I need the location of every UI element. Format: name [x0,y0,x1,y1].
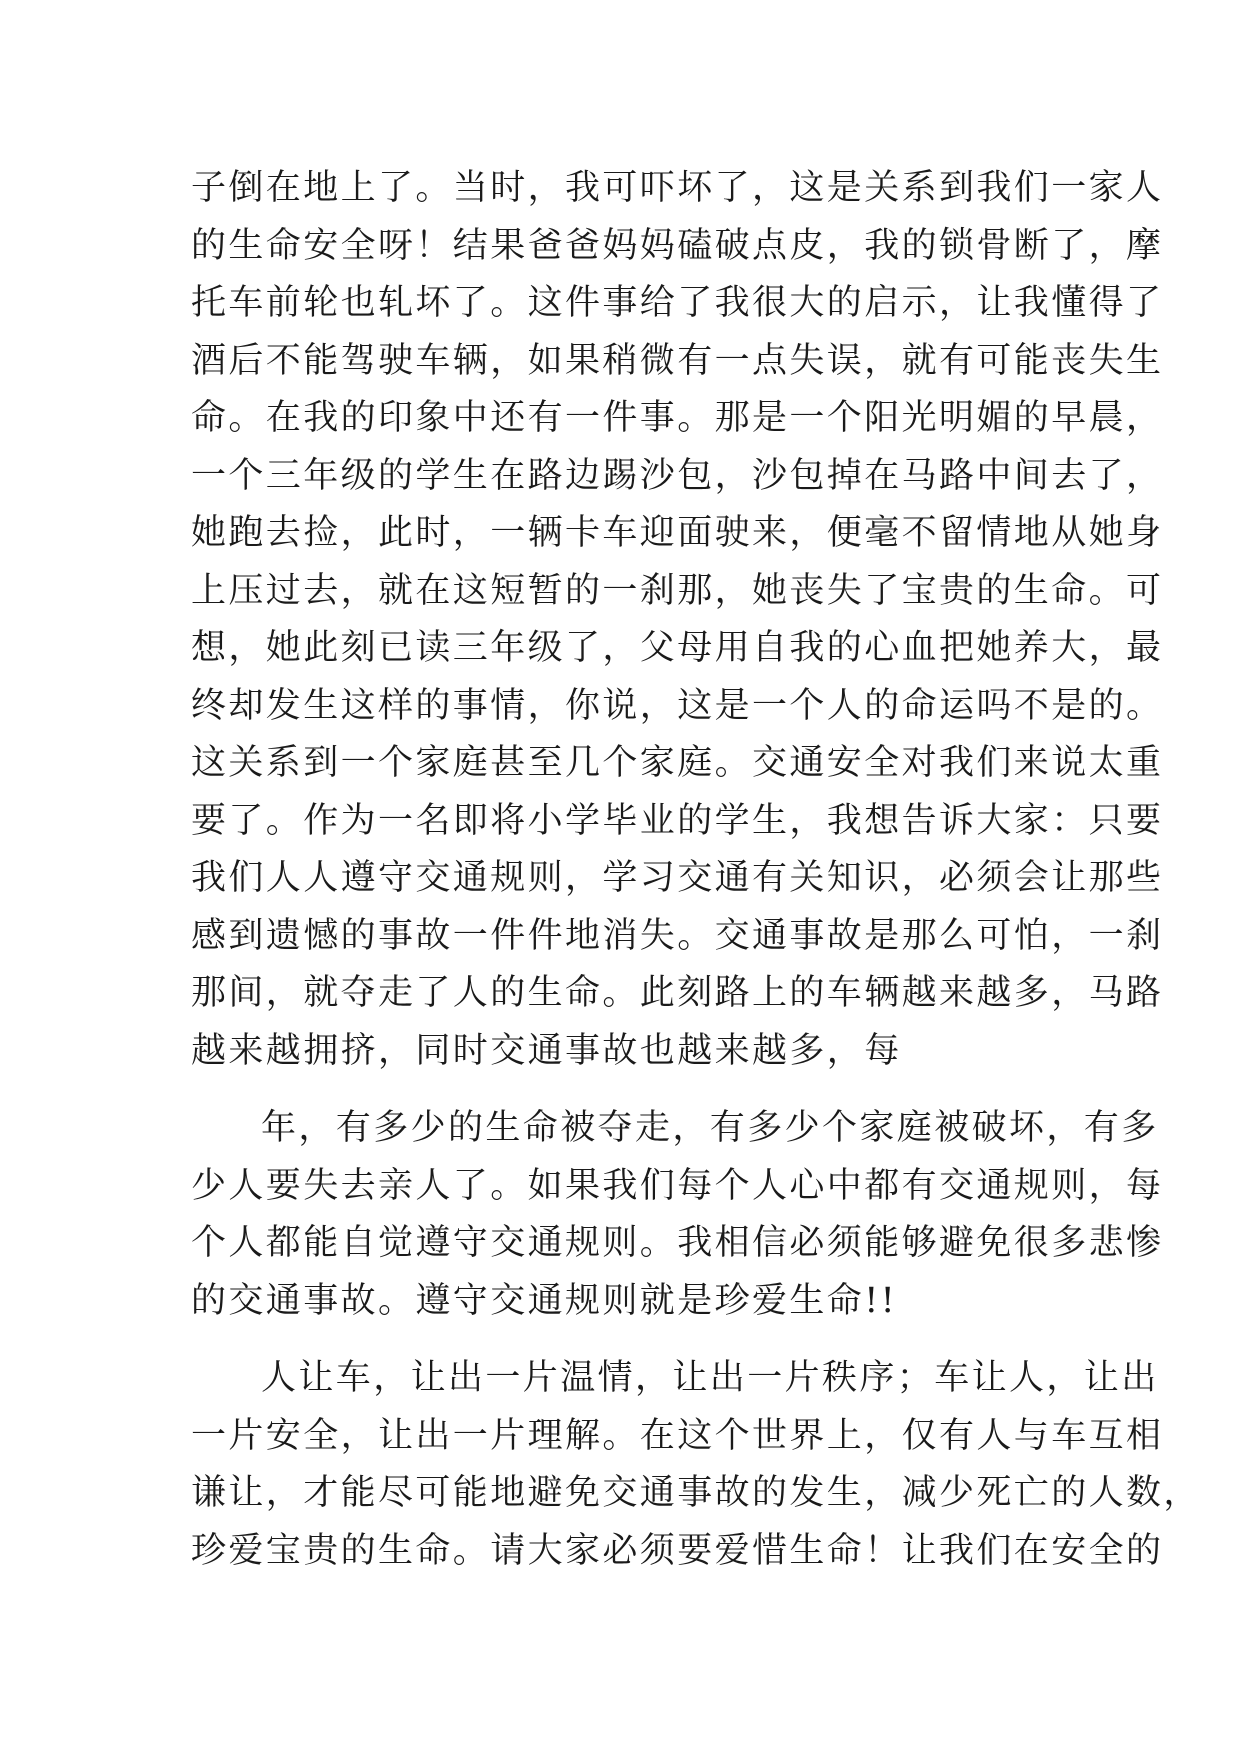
text-line: 人让车，让出一片温情，让出一片秩序；车让人，让出 [261,1358,1159,1398]
text-line: 托车前轮也轧坏了。这件事给了我很大的启示，让我懂得了 [191,283,1164,323]
text-line: 年，有多少的生命被夺走，有多少个家庭被破坏，有多 [261,1108,1159,1148]
text-line: 个人都能自觉遵守交通规则。我相信必须能够避免很多悲惨 [191,1223,1164,1263]
text-line: 想，她此刻已读三年级了，父母用自我的心血把她养大，最 [191,628,1164,668]
text-line: 谦让，才能尽可能地避免交通事故的发生，减少死亡的人数， [191,1473,1201,1513]
text-line: 的生命安全呀！结果爸爸妈妈磕破点皮，我的锁骨断了，摩 [191,225,1164,266]
text-line: 一片安全，让出一片理解。在这个世界上，仅有人与车互相 [191,1415,1164,1456]
text-line: 一个三年级的学生在路边踢沙包，沙包掉在马路中间去了， [191,455,1164,496]
text-line: 我们人人遵守交通规则，学习交通有关知识，必须会让那些 [191,858,1164,898]
paragraph-3 [191,1350,1201,1580]
text-line: 越来越拥挤，同时交通事故也越来越多，每 [191,1030,902,1071]
text-line: 酒后不能驾驶车辆，如果稍微有一点失误，就有可能丧失生 [191,340,1164,381]
text-line: 终却发生这样的事情，你说，这是一个人的命运吗不是的。 [191,685,1164,726]
text-line: 那间，就夺走了人的生命。此刻路上的车辆越来越多，马路 [191,973,1164,1013]
paragraph-gap [191,1330,1071,1350]
paragraph-gap [191,1080,1071,1100]
paragraph-2 [191,1100,1164,1330]
text-line: 这关系到一个家庭甚至几个家庭。交通安全对我们来说太重 [191,743,1164,783]
paragraph-1 [191,160,1164,1080]
text-line: 命。在我的印象中还有一件事。那是一个阳光明媚的早晨， [191,398,1164,438]
text-line: 要了。作为一名即将小学毕业的学生，我想告诉大家：只要 [191,800,1164,841]
text-line: 子倒在地上了。当时，我可吓坏了，这是关系到我们一家人 [191,168,1164,208]
text-line: 珍爱宝贵的生命。请大家必须要爱惜生命！让我们在安全的 [191,1530,1164,1571]
text-line: 她跑去捡，此时，一辆卡车迎面驶来，便毫不留情地从她身 [191,513,1164,553]
text-line: 少人要失去亲人了。如果我们每个人心中都有交通规则，每 [191,1165,1164,1206]
text-line: 感到遗憾的事故一件件地消失。交通事故是那么可怕，一刹 [191,915,1164,956]
text-line: 的交通事故。遵守交通规则就是珍爱生命!! [191,1280,898,1321]
text-line: 上压过去，就在这短暂的一刹那，她丧失了宝贵的生命。可 [191,570,1164,611]
body-text [191,160,1201,1580]
